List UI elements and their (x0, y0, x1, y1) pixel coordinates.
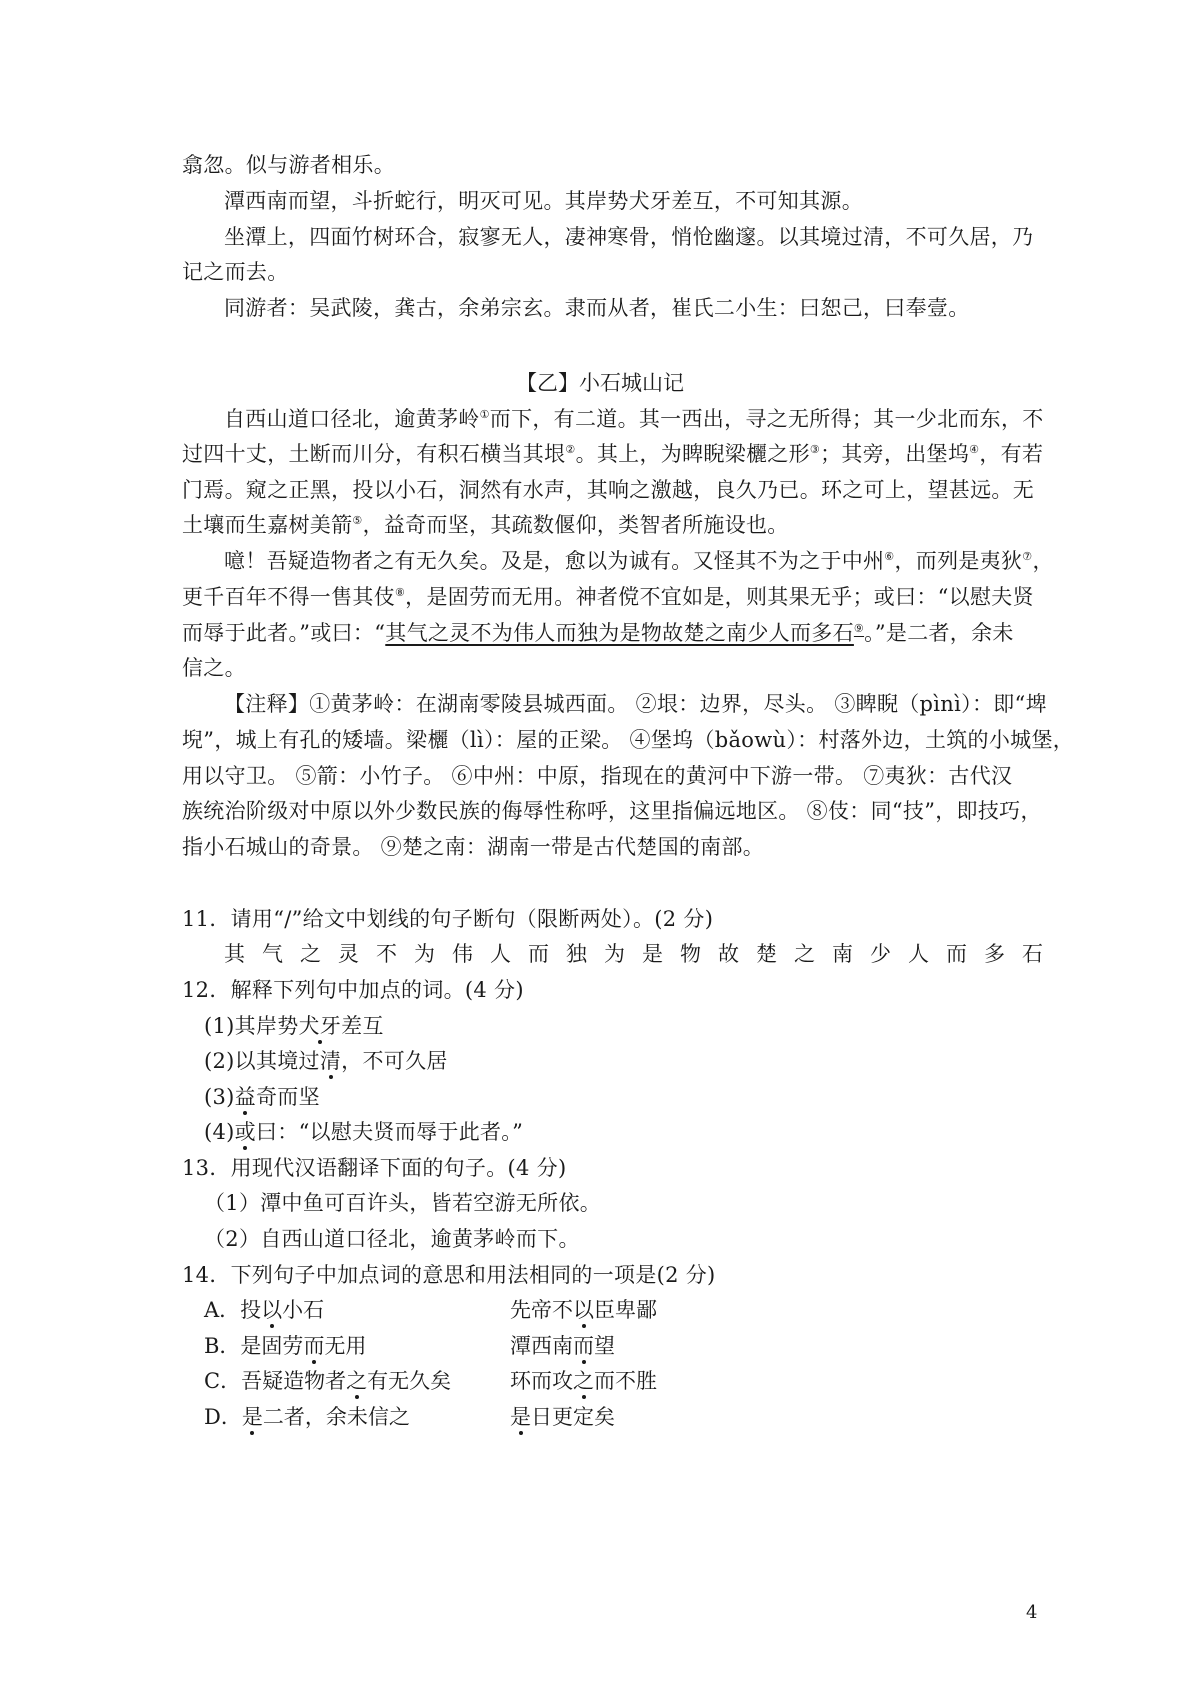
notes-line: 【注释】①黄茅岭：在湖南零陵县城西面。 ②垠：边界，尽头。 ③睥睨（pìnì）：即“埤 (224, 692, 1047, 716)
passage-b-line (224, 405, 1044, 433)
passage-a-line: 潭西南而望，斗折蛇行，明灭可见。其岸势犬牙差互，不可知其源。 (224, 189, 863, 213)
text-span: (1)其岸势 (204, 1014, 299, 1038)
passage-b-line (224, 547, 1054, 575)
footnote-marker: ⑥ (884, 550, 895, 563)
passage-b-line (182, 619, 1014, 647)
text-span: (4) (204, 1120, 235, 1144)
text-span: 奇而坚 (255, 1085, 320, 1109)
text-span: 无用 (324, 1334, 367, 1358)
question-13-item-1: （1）潭中鱼可百许头，皆若空游无所依。 (204, 1191, 602, 1215)
question-12: 12．解释下列句中加点的词。(4 分) (182, 978, 524, 1002)
text-span: (2)以其境过 (204, 1049, 320, 1073)
option-c-right (510, 1367, 657, 1395)
dotted-word: 益 (234, 1085, 256, 1109)
option-b-left (204, 1332, 366, 1360)
text-span: 先帝不 (510, 1298, 573, 1322)
text-span: C．吾疑造物者 (204, 1369, 347, 1393)
passage-b-line (182, 440, 1043, 468)
dotted-word: 是 (510, 1405, 531, 1429)
text-span: 而不胜 (594, 1369, 657, 1393)
passage-b-line: 信之。 (182, 656, 246, 680)
text-span: 噫！吾疑造物者之有无久矣。及是，愈以为诚有。又怪其不为之于中州 (224, 549, 885, 573)
dotted-word: 或 (234, 1120, 256, 1144)
text-span: ，不可久居 (341, 1049, 448, 1073)
footnote-marker: ④ (969, 443, 980, 456)
text-span: 差互 (341, 1014, 384, 1038)
text-span: 望 (594, 1334, 615, 1358)
passage-b-line (182, 583, 1034, 611)
question-12-item-2 (204, 1047, 448, 1075)
option-d-left (204, 1403, 410, 1431)
footnote-marker: ⑧ (395, 586, 406, 599)
notes-line: 族统治阶级对中原以外少数民族的侮辱性称呼，这里指偏远地区。 ⑧伎：同“技”，即技巧， (182, 799, 1042, 823)
passage-b-line (182, 511, 789, 539)
footnote-marker: ③ (809, 443, 821, 456)
underlined-sentence: 其气之灵不为伟人而独为是物故楚之南少人而多石 (385, 621, 854, 645)
dotted-word: 清 (319, 1049, 342, 1073)
option-c-left (204, 1367, 451, 1395)
dotted-word: 而 (573, 1334, 594, 1358)
question-14: 14．下列句子中加点词的意思和用法相同的一项是(2 分) (182, 1263, 716, 1287)
dotted-word: 而 (303, 1334, 325, 1358)
question-11: 11．请用“/”给文中划线的句子断句（限断两处）。(2 分) (182, 907, 714, 931)
dotted-word: 以 (573, 1298, 594, 1322)
text-span: B．是固劳 (204, 1334, 304, 1358)
text-span: ，益奇而坚，其疏数偃仰，类智者所施设也。 (362, 513, 789, 537)
passage-b-line: 门焉。窥之正黑，投以小石，洞然有水声，其响之激越，良久乃已。环之可上，望甚远。无 (182, 478, 1034, 502)
page-number: 4 (1026, 1602, 1038, 1623)
text-span: D． (204, 1405, 242, 1429)
dotted-word: 之 (573, 1369, 594, 1393)
question-11-sentence: 其气之灵不为伟人而独为是物故楚之南少人而多石 (224, 942, 1060, 966)
passage-a-line: 同游者：吴武陵，龚古，余弟宗玄。隶而从者，崔氏二小生：曰恕己，曰奉壹。 (224, 296, 970, 320)
question-12-item-3 (204, 1083, 320, 1111)
text-span: 。其上，为睥睨梁欐之形 (575, 442, 810, 466)
text-span: ，是固劳而无用。神者傥不宜如是，则其果无乎；或曰：“以慰夫贤 (405, 585, 1034, 609)
text-span: 。”是二者，余未 (864, 621, 1014, 645)
text-span: 更千百年不得一售其伎 (182, 585, 395, 609)
dotted-word: 之 (346, 1369, 368, 1393)
dotted-word: 犬牙 (298, 1014, 342, 1038)
text-span: 而辱于此者。”或曰：“ (182, 621, 386, 645)
text-span: 曰：“以慰夫贤而辱于此者。” (255, 1120, 524, 1144)
option-a-right (510, 1296, 657, 1324)
text-span: 臣卑鄙 (594, 1298, 657, 1322)
notes-line: 用以守卫。 ⑤箭：小竹子。 ⑥中州：中原，指现在的黄河中下游一带。 ⑦夷狄：古代汉 (182, 764, 1013, 788)
notes-line: 指小石城山的奇景。 ⑨楚之南：湖南一带是古代楚国的南部。 (182, 835, 765, 859)
text-span: 自西山道口径北，逾黄茅岭 (224, 407, 480, 431)
footnote-marker: ⑨ (853, 622, 865, 635)
text-span: ，而列是夷狄 (894, 549, 1023, 573)
text-span: ， (1032, 549, 1054, 573)
option-d-right (510, 1403, 615, 1431)
question-12-item-1 (204, 1012, 384, 1040)
text-span: (3) (204, 1085, 235, 1109)
dotted-word: 是 (241, 1405, 263, 1429)
footnote-marker: ① (479, 408, 490, 421)
passage-a-line: 翕忽。似与游者相乐。 (182, 153, 395, 177)
dotted-word: 以 (261, 1298, 283, 1322)
text-span: 日更定矣 (531, 1405, 615, 1429)
text-span: 有无久矣 (367, 1369, 452, 1393)
text-span: 过四十丈，土断而川分，有积石横当其垠 (182, 442, 566, 466)
text-span: A．投 (204, 1298, 262, 1322)
text-span: 二者，余未信之 (262, 1405, 410, 1429)
passage-b-title: 【乙】小石城山记 (516, 371, 684, 395)
passage-a-line: 记之而去。 (182, 260, 289, 284)
question-13: 13．用现代汉语翻译下面的句子。(4 分) (182, 1156, 567, 1180)
question-12-item-4 (204, 1118, 523, 1146)
passage-a-line: 坐潭上，四面竹树环合，寂寥无人，凄神寒骨，悄怆幽邃。以其境过清，不可久居，乃 (224, 225, 1034, 249)
notes-line: 堄”，城上有孔的矮墙。梁欐（lì）：屋的正梁。 ④堡坞（bǎowù）：村落外边，土筑的小城堡， (182, 728, 1075, 752)
text-span: ；其旁，出堡坞 (820, 442, 970, 466)
footnote-marker: ⑤ (352, 514, 363, 527)
footnote-marker: ⑦ (1022, 550, 1033, 563)
question-13-item-2: （2）自西山道口径北，逾黄茅岭而下。 (204, 1227, 580, 1251)
text-span: 土壤而生嘉树美箭 (182, 513, 353, 537)
text-span: 环而攻 (510, 1369, 573, 1393)
text-span: 小石 (282, 1298, 325, 1322)
option-b-right (510, 1332, 615, 1360)
footnote-marker: ② (565, 443, 576, 456)
text-span: 而下，有二道。其一西出，寻之无所得；其一少北而东，不 (489, 407, 1044, 431)
option-a-left (204, 1296, 324, 1324)
text-span: 潭西南 (510, 1334, 573, 1358)
text-span: ，有若 (979, 442, 1044, 466)
